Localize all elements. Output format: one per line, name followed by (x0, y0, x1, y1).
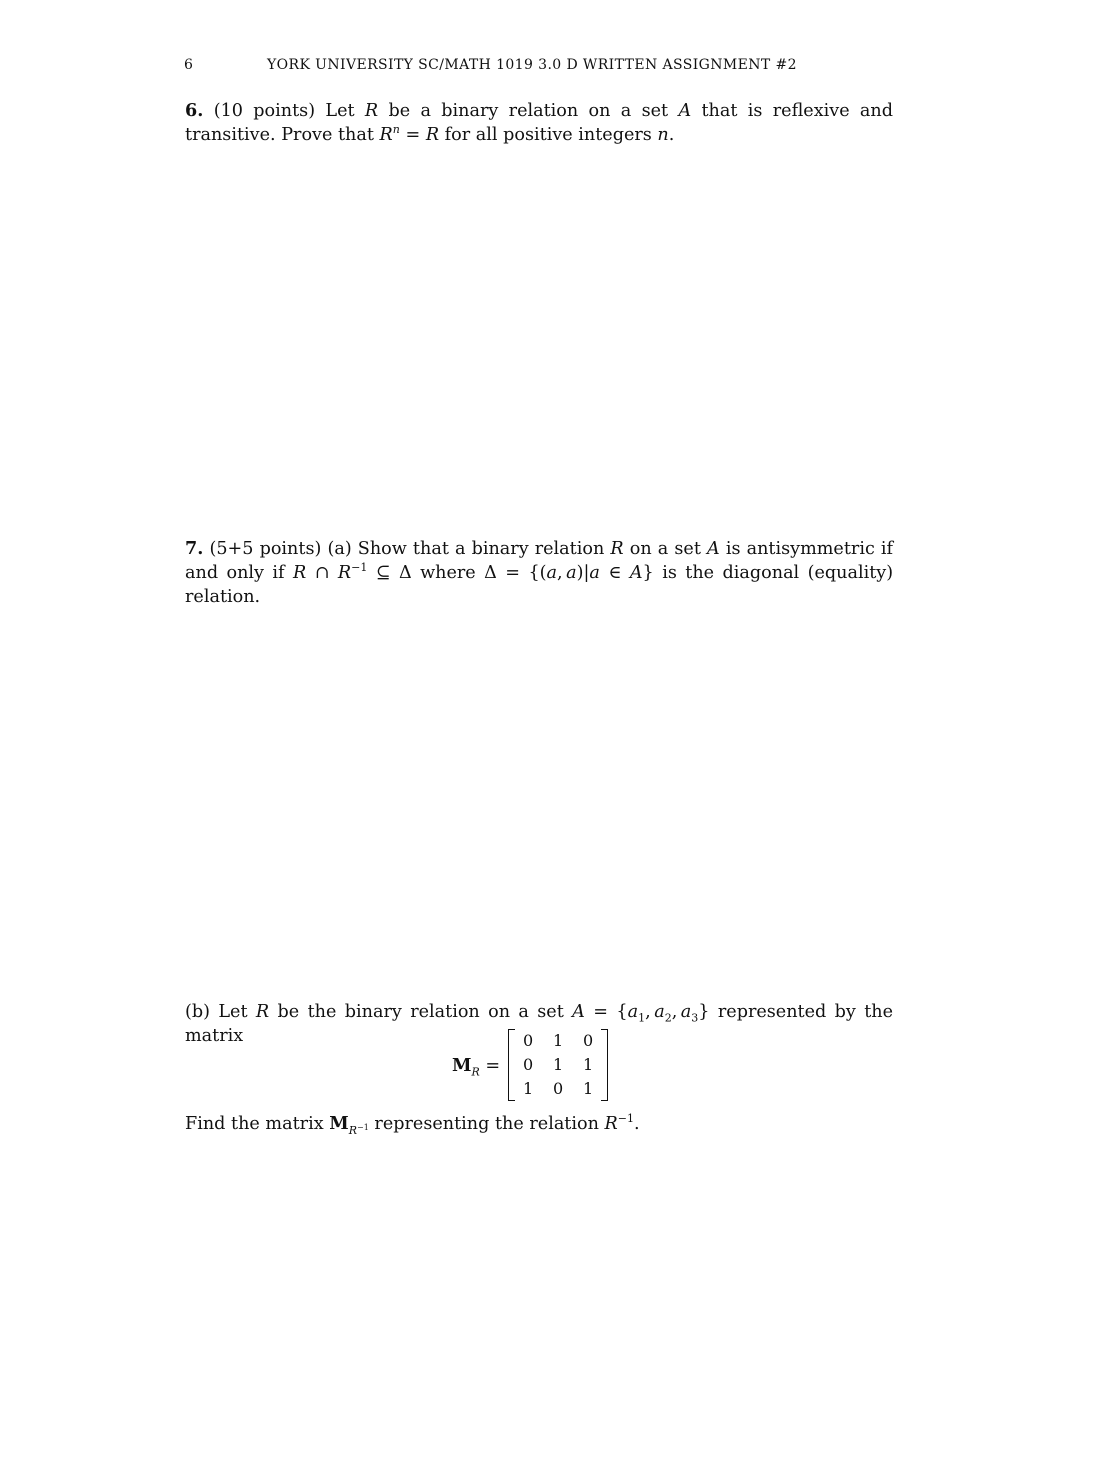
question-6: 6. (10 points) Let R be a binary relation on a set A that is reflexive and transitive. Prove that $R^n = R$ for all positive integers n. (185, 100, 894, 145)
matrix-cell: 1 (583, 1079, 594, 1098)
points-label: (10 points) (213, 101, 316, 121)
matrix-cell: 1 (583, 1055, 594, 1074)
matrix-cell: 0 (583, 1031, 594, 1050)
page-number: 6 (184, 57, 194, 73)
points-label: (5+5 points) (209, 539, 322, 559)
matrix-equation (452, 1028, 608, 1102)
question-7a: 7. (5+5 points) (a) Show that a binary relation R on a set A is antisymmetric if and only if R ∩ $R^{-1}$ ⊆ Δ where Δ = {(a, a)|a ∈ A} is the diagonal (equality) relation. (185, 538, 894, 607)
matrix-cell: 0 (553, 1079, 564, 1098)
running-header: YORK UNIVERSITY SC/MATH 1019 3.0 D WRITTEN ASSIGNMENT #2 (267, 57, 797, 73)
matrix-cell: 1 (523, 1079, 534, 1098)
matrix-label: $M_R$ = (452, 1054, 501, 1079)
question-7b: (b) Let R be the binary relation on a set $A = \{a_1$, $a_2$, $a_3$} represented by the matrix (185, 1002, 894, 1046)
matrix-cell: 0 (523, 1055, 534, 1074)
matrix (508, 1029, 608, 1101)
question-7b-find: Find the matrix $M_{R^{-1}}$ representing the relation $R^{-1}$. (185, 1112, 640, 1137)
matrix-cell: 0 (523, 1031, 534, 1050)
matrix-cell: 1 (553, 1055, 564, 1074)
matrix-cell: 1 (553, 1031, 564, 1050)
question-number: 7. (185, 538, 204, 559)
question-number: 6. (185, 100, 204, 121)
